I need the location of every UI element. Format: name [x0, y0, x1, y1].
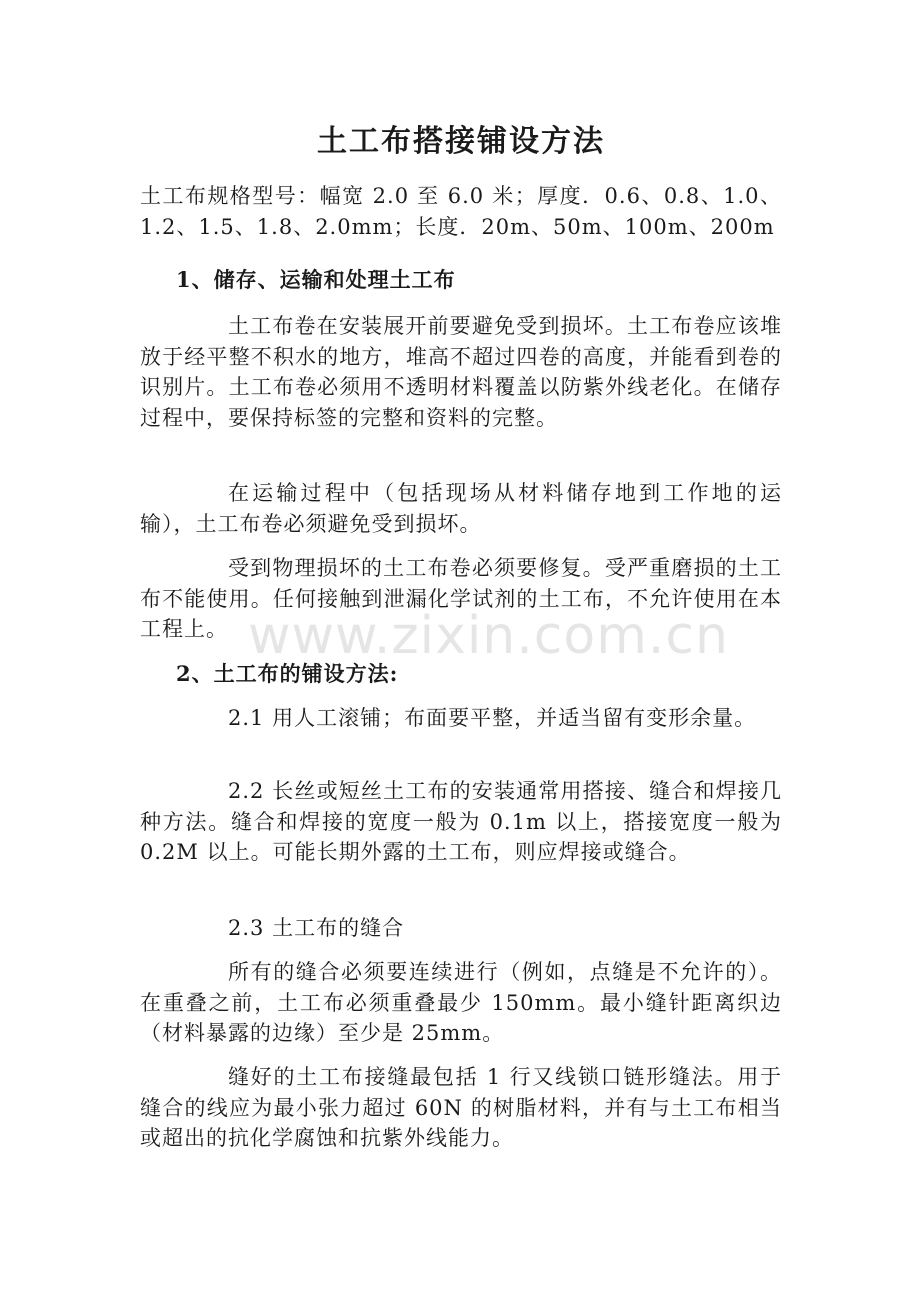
section2-paragraph-5: 缝好的土工布接缝最包括 1 行又线锁口链形缝法。用于缝合的线应为最小张力超过 60N 的树脂材料，并有与土工布相当或超出的抗化学腐蚀和抗紫外线能力。 [140, 1065, 782, 1150]
document-title: 土工布搭接铺设方法 [317, 124, 605, 159]
section2-heading: 2、土工布的铺设方法: [176, 661, 399, 686]
section2-paragraph-1: 2.1 用人工滚铺；布面要平整，并适当留有变形余量。 [228, 706, 757, 730]
section1-paragraph-2: 在运输过程中（包括现场从材料储存地到工作地的运输），土工布卷必须避免受到损坏。 [140, 481, 782, 536]
section2-paragraph-4: 所有的缝合必须要连续进行（例如，点缝是不允许的）。在重叠之前，土工布必须重叠最少 150mm。最小缝针距离织边（材料暴露的边缘）至少是 25mm。 [140, 960, 782, 1045]
section2-paragraph-2: 2.2 长丝或短丝土工布的安装通常用搭接、缝合和焊接几种方法。缝合和焊接的宽度一般为 0.1m 以上，搭接宽度一般为 0.2M 以上。可能长期外露的土工布，则应焊接或缝合。 [140, 779, 782, 864]
spec-paragraph: 土工布规格型号：幅宽 2.0 至 6.0 米；厚度．0.6、0.8、1.0、1.2、1.5、1.8、2.0mm；长度．20m、50m、100m、200m [140, 184, 782, 239]
section1-heading: 1、储存、运输和处理土工布 [176, 267, 456, 292]
section1-paragraph-1: 土工布卷在安装展开前要避免受到损坏。土工布卷应该堆放于经平整不积水的地方，堆高不超过四卷的高度，并能看到卷的识别片。土工布卷必须用不透明材料覆盖以防紫外线老化。在储存过程中，要保持标签的完整和资料的完整。 [140, 314, 782, 430]
watermark-text: www.zixin.com.cn [248, 606, 729, 666]
section1-paragraph-3: 受到物理损坏的土工布卷必须要修复。受严重磨损的土工布不能使用。任何接触到泄漏化学试剂的土工布，不允许使用在本工程上。 [140, 556, 782, 641]
section2-paragraph-3: 2.3 土工布的缝合 [228, 916, 405, 940]
